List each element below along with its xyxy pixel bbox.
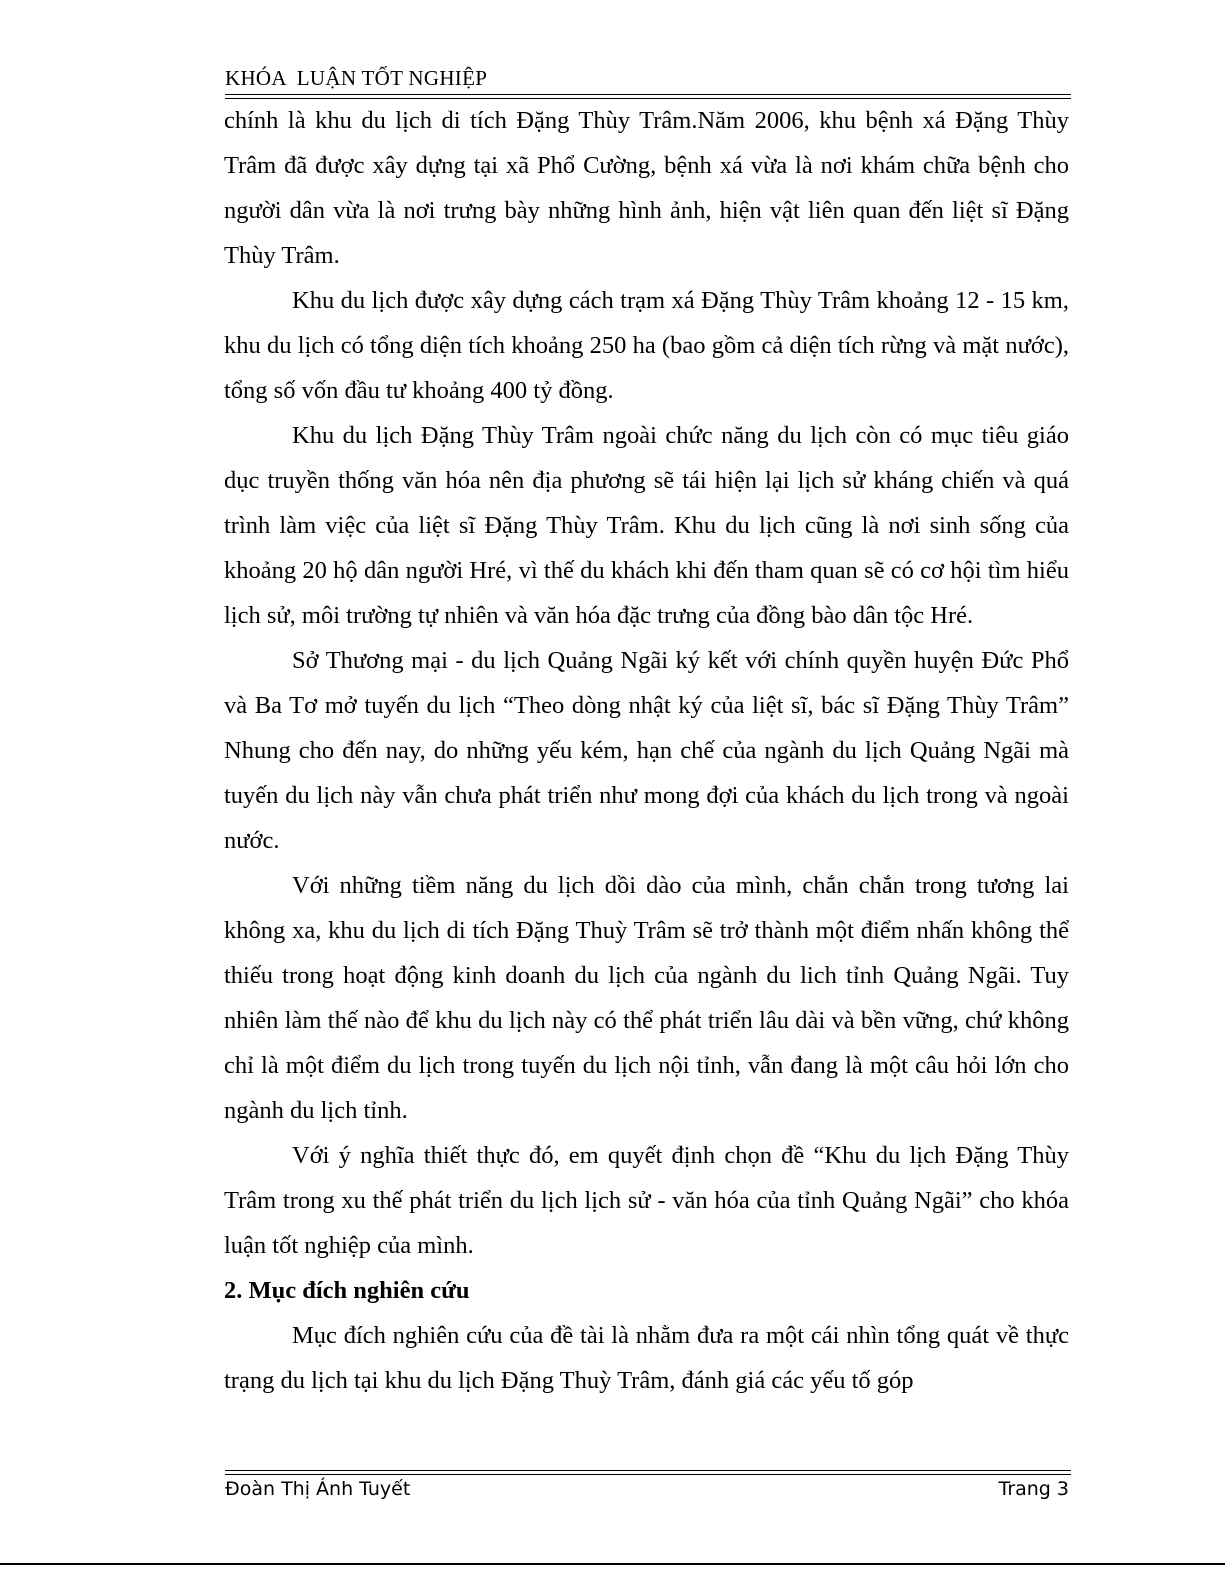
body-content — [224, 98, 1069, 1403]
section-heading: 2. Mục đích nghiên cứu — [224, 1277, 470, 1304]
header-rule-thick — [225, 94, 1071, 95]
page-header — [225, 62, 1071, 98]
page-number: Trang 3 — [998, 1478, 1069, 1500]
body-paragraph-6: Với ý nghĩa thiết thực đó, em quyết định chọn đề “Khu du lịch Đặng Thùy Trâm trong xu thế phát triển du lịch lịch sử - văn hóa của tỉnh Quảng Ngãi” cho khóa luận tốt nghiệp của mình. — [224, 1142, 1069, 1259]
footer-rule-thick — [225, 1474, 1071, 1475]
body-paragraph-4: Sở Thương mại - du lịch Quảng Ngãi ký kết với chính quyền huyện Đức Phổ và Ba Tơ mở tuyến du lịch “Theo dòng nhật ký của liệt sĩ, bác sĩ Đặng Thùy Trâm” Nhung cho đến nay, do những yếu kém, hạn chế của ngành du lịch Quảng Ngãi mà tuyến du lịch này vẫn chưa phát triển như mong đợi của khách du lịch trong và ngoài nước. — [224, 647, 1069, 854]
page-bottom-edge — [0, 1563, 1225, 1565]
footer-author: Đoàn Thị Ánh Tuyết — [225, 1478, 411, 1500]
header-title: KHÓA LUẬN TỐT NGHIỆP — [225, 66, 488, 90]
page-footer — [225, 1470, 1071, 1510]
body-paragraph-2: Khu du lịch được xây dựng cách trạm xá Đặng Thùy Trâm khoảng 12 - 15 km, khu du lịch có tổng diện tích khoảng 250 ha (bao gồm cả diện tích rừng và mặt nước), tổng số vốn đầu tư khoảng 400 tỷ đồng. — [224, 287, 1069, 404]
body-paragraph-3: Khu du lịch Đặng Thùy Trâm ngoài chức năng du lịch còn có mục tiêu giáo dục truyền thống văn hóa nên địa phương sẽ tái hiện lại lịch sử kháng chiến và quá trình làm việc của liệt sĩ Đặng Thùy Trâm. Khu du lịch cũng là nơi sinh sống của khoảng 20 hộ dân người Hré, vì thế du khách khi đến tham quan sẽ có cơ hội tìm hiểu lịch sử, môi trường tự nhiên và văn hóa đặc trưng của đồng bào dân tộc Hré. — [224, 422, 1069, 629]
footer-rule-thin — [225, 1470, 1071, 1471]
body-paragraph-5: Với những tiềm năng du lịch dồi dào của mình, chắn chắn trong tương lai không xa, khu du lịch di tích Đặng Thuỳ Trâm sẽ trở thành một điểm nhấn không thể thiếu trong hoạt động kinh doanh du lịch của ngành du lich tỉnh Quảng Ngãi. Tuy nhiên làm thế nào để khu du lịch này có thể phát triển lâu dài và bền vững, chứ không chỉ là một điểm du lịch trong tuyến du lịch nội tỉnh, vẫn đang là một câu hỏi lớn cho ngành du lịch tỉnh. — [224, 872, 1069, 1124]
body-paragraph-1: chính là khu du lịch di tích Đặng Thùy Trâm.Năm 2006, khu bệnh xá Đặng Thùy Trâm đã được xây dựng tại xã Phổ Cường, bệnh xá vừa là nơi khám chữa bệnh cho người dân vừa là nơi trưng bày những hình ảnh, hiện vật liên quan đến liệt sĩ Đặng Thùy Trâm. — [224, 107, 1069, 269]
section-paragraph: Mục đích nghiên cứu của đề tài là nhằm đưa ra một cái nhìn tổng quát về thực trạng du lịch tại khu du lịch Đặng Thuỳ Trâm, đánh giá các yếu tố góp — [224, 1322, 1069, 1394]
